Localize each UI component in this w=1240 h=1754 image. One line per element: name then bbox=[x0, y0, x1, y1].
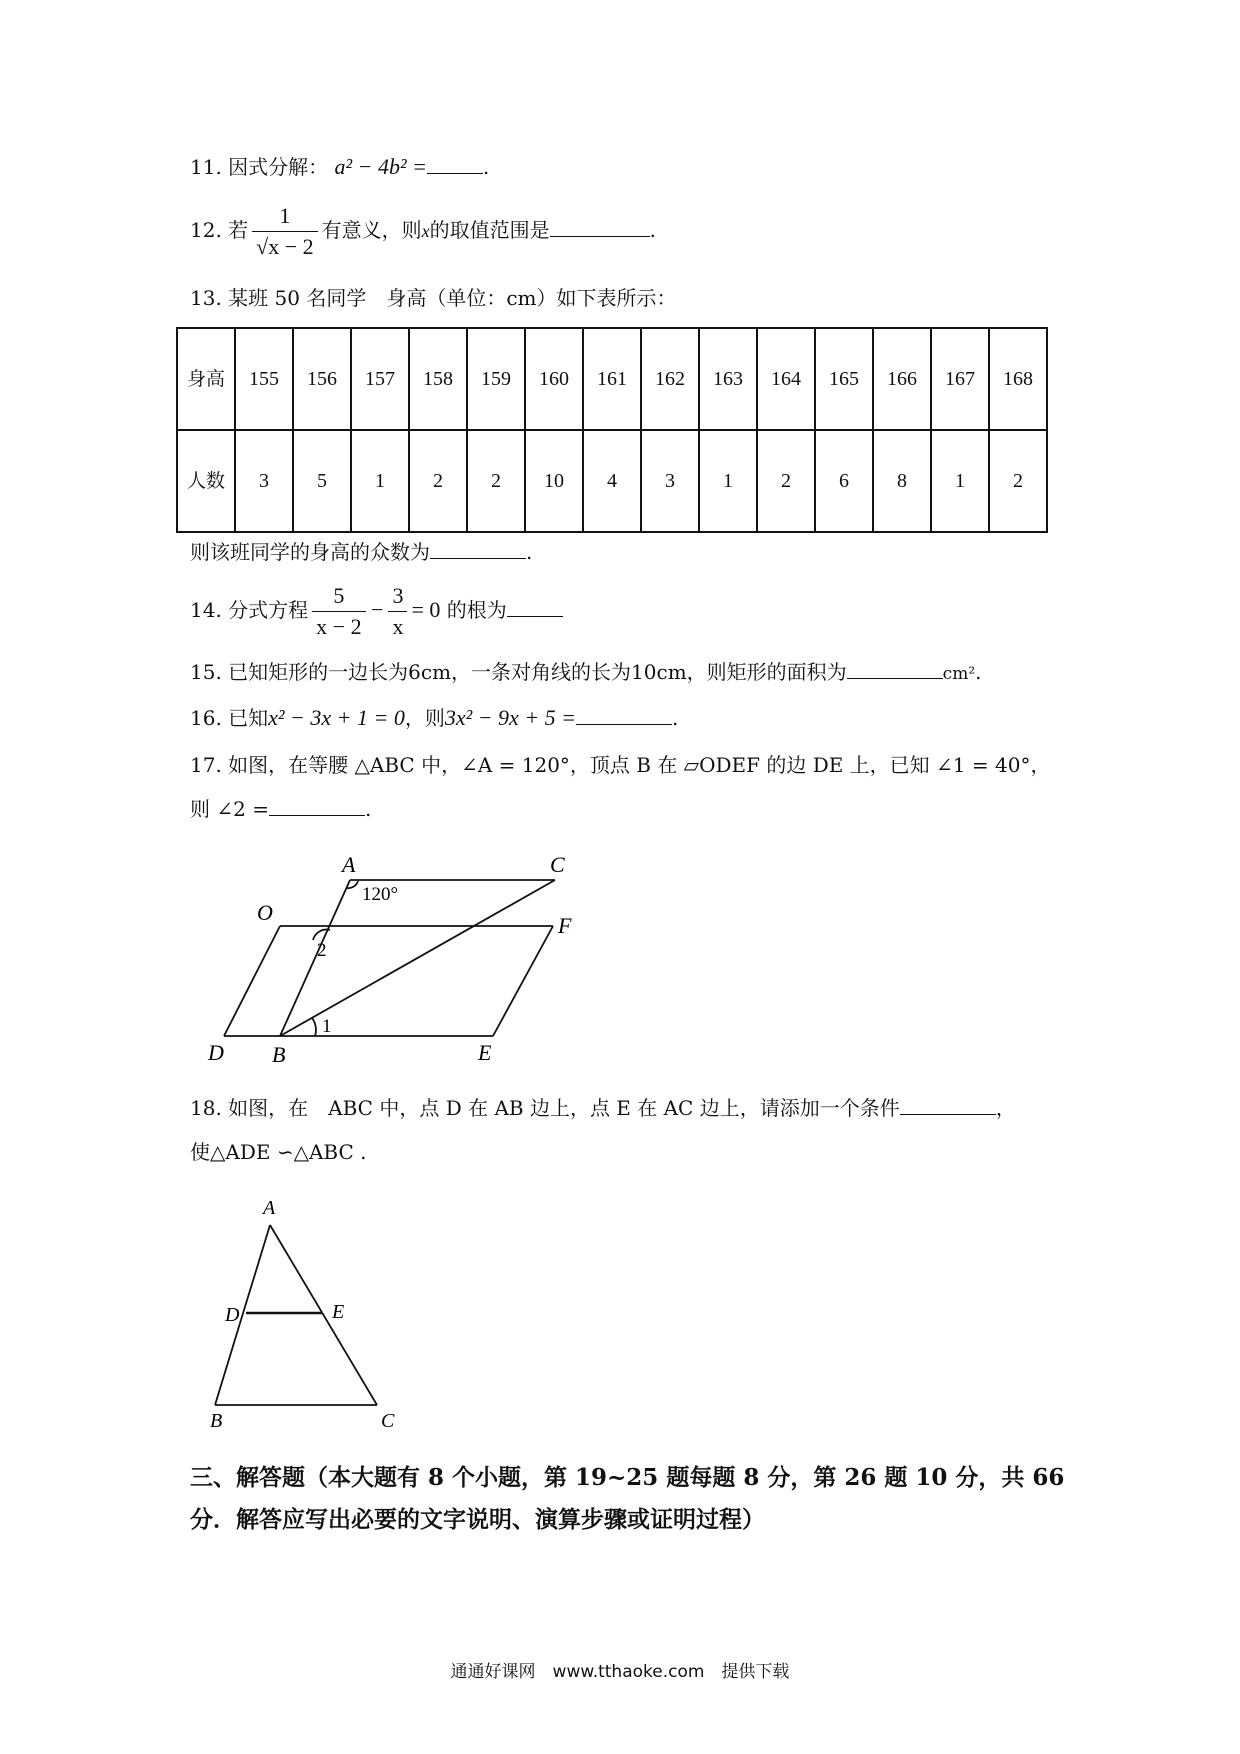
q12-frac-numerator: 1 bbox=[252, 203, 317, 232]
q15-unit: cm² bbox=[942, 664, 976, 684]
q18-line1-end: ， bbox=[995, 1096, 1016, 1120]
row-header-counts: 人数 bbox=[177, 430, 235, 532]
table-cell: 157 bbox=[351, 328, 409, 430]
label-e: E bbox=[478, 1040, 492, 1065]
q11-prefix: 11. 因式分解： bbox=[190, 155, 329, 179]
q14-answer-blank bbox=[507, 598, 563, 617]
table-cell: 10 bbox=[525, 430, 583, 532]
question-13-intro: 13. 某班 50 名同学 身高（单位：cm）如下表所示： bbox=[190, 286, 677, 310]
q14-fraction-2 bbox=[388, 583, 407, 640]
table-row-heights bbox=[177, 328, 1047, 430]
table-cell: 4 bbox=[583, 430, 641, 532]
label-d: D bbox=[208, 1040, 224, 1065]
q15-answer-blank bbox=[847, 660, 943, 679]
table-cell: 168 bbox=[989, 328, 1047, 430]
label-o: O bbox=[257, 900, 273, 925]
q14-fraction-1 bbox=[312, 583, 365, 640]
table-cell: 155 bbox=[235, 328, 293, 430]
label-angle-a: 120° bbox=[362, 884, 399, 905]
table-cell: 5 bbox=[293, 430, 351, 532]
label-e: E bbox=[332, 1301, 345, 1323]
table-cell: 164 bbox=[757, 328, 815, 430]
label-f: F bbox=[558, 913, 572, 938]
q13-end: . bbox=[526, 540, 533, 564]
q16-expression-2: 3x² − 9x + 5 = bbox=[444, 705, 577, 730]
label-c: C bbox=[381, 1410, 395, 1430]
label-b: B bbox=[210, 1410, 223, 1430]
table-cell: 1 bbox=[351, 430, 409, 532]
angle-1-arc bbox=[312, 1018, 316, 1036]
question-14 bbox=[190, 580, 563, 640]
table-cell: 2 bbox=[467, 430, 525, 532]
q16-prefix: 16. 已知 bbox=[190, 706, 269, 730]
table-cell: 2 bbox=[757, 430, 815, 532]
q12-mid: 有意义，则 bbox=[321, 218, 422, 242]
question-11 bbox=[190, 153, 489, 181]
table-row-counts bbox=[177, 430, 1047, 532]
q17-end: . bbox=[364, 797, 372, 821]
q15-end: . bbox=[975, 660, 982, 684]
q18-line1: 18. 如图，在 ABC 中，点 D 在 AB 边上，点 E 在 AC 边上，请添加一个条件 bbox=[190, 1096, 900, 1120]
label-b: B bbox=[272, 1042, 286, 1067]
q13-after: 则该班同学的身高的众数为 bbox=[190, 540, 430, 564]
table-cell: 158 bbox=[409, 328, 467, 430]
question-13-followup bbox=[190, 538, 532, 566]
q14-frac1-numerator: 5 bbox=[312, 583, 365, 612]
q17-figure-parallelogram bbox=[200, 850, 600, 1070]
question-17-line2 bbox=[190, 795, 371, 823]
segment-ac bbox=[270, 1225, 377, 1405]
table-cell: 167 bbox=[931, 328, 989, 430]
q14-frac1-denominator: x − 2 bbox=[316, 614, 362, 639]
q14-equals: = 0 bbox=[411, 597, 441, 622]
q11-suffix: . bbox=[482, 155, 490, 179]
segment-fe bbox=[493, 926, 553, 1036]
table-cell: 1 bbox=[931, 430, 989, 532]
q13-answer-blank bbox=[430, 540, 526, 559]
label-angle-1: 1 bbox=[322, 1016, 332, 1037]
q14-suffix: 的根为 bbox=[446, 598, 507, 622]
question-12 bbox=[190, 200, 656, 261]
table-cell: 3 bbox=[235, 430, 293, 532]
height-table bbox=[176, 327, 1048, 533]
q14-prefix: 14. 分式方程 bbox=[190, 598, 309, 622]
table-cell: 1 bbox=[699, 430, 757, 532]
table-cell: 165 bbox=[815, 328, 873, 430]
q11-expression: a² − 4b² = bbox=[334, 154, 427, 179]
q12-end: . bbox=[649, 218, 657, 242]
q17-answer-blank bbox=[269, 797, 365, 816]
row-header-heights: 身高 bbox=[177, 328, 235, 430]
label-d: D bbox=[225, 1304, 240, 1326]
q18-answer-blank bbox=[900, 1096, 996, 1115]
question-15 bbox=[190, 658, 982, 688]
table-cell: 161 bbox=[583, 328, 641, 430]
label-angle-2: 2 bbox=[317, 940, 327, 961]
table-cell: 156 bbox=[293, 328, 351, 430]
table-cell: 166 bbox=[873, 328, 931, 430]
segment-ab bbox=[215, 1225, 270, 1405]
table-cell: 2 bbox=[409, 430, 467, 532]
table-cell: 159 bbox=[467, 328, 525, 430]
q12-answer-blank bbox=[550, 218, 650, 237]
table-cell: 163 bbox=[699, 328, 757, 430]
q14-frac2-numerator: 3 bbox=[388, 583, 407, 612]
question-17-line1: 17. 如图，在等腰 △ABC 中，∠A = 120°，顶点 B 在 ▱ODEF 的边 DE 上，已知 ∠1 = 40°， bbox=[190, 753, 1051, 777]
label-c: C bbox=[550, 852, 565, 877]
segment-ab bbox=[280, 880, 350, 1036]
label-a: A bbox=[263, 1197, 276, 1219]
q18-figure-triangle bbox=[205, 1190, 425, 1430]
question-18-line2: 使△ADE ∽△ABC . bbox=[190, 1140, 367, 1164]
page-footer: 通通好课网 www.tthaoke.com 提供下载 bbox=[450, 1662, 790, 1682]
table-cell: 160 bbox=[525, 328, 583, 430]
q12-suffix-text: 的取值范围是 bbox=[429, 218, 550, 242]
table-cell: 8 bbox=[873, 430, 931, 532]
q16-mid: ，则 bbox=[404, 706, 445, 730]
label-a: A bbox=[342, 852, 356, 877]
table-cell: 3 bbox=[641, 430, 699, 532]
q11-answer-blank bbox=[427, 155, 483, 174]
section-3-heading: 三、解答题（本大题有 8 个小题，第 19~25 题每题 8 分，第 26 题 10 分，共 66 分．解答应写出必要的文字说明、演算步骤或证明过程） bbox=[190, 1464, 1065, 1533]
q12-prefix: 12. 若 bbox=[190, 218, 249, 242]
segment-do bbox=[224, 926, 280, 1036]
q17-line2-prefix: 则 ∠2 = bbox=[190, 797, 269, 821]
q16-end: . bbox=[672, 706, 679, 730]
table-cell: 2 bbox=[989, 430, 1047, 532]
q12-fraction bbox=[252, 203, 317, 260]
question-18-line1 bbox=[190, 1094, 1016, 1122]
q15-text: 15. 已知矩形的一边长为6cm，一条对角线的长为10cm，则矩形的面积为 bbox=[190, 660, 847, 684]
q12-frac-denominator: √x − 2 bbox=[256, 234, 314, 259]
q14-frac2-denominator: x bbox=[392, 614, 404, 639]
q12-variable: x bbox=[421, 221, 430, 241]
table-cell: 162 bbox=[641, 328, 699, 430]
q16-expression-1: x² − 3x + 1 = 0 bbox=[268, 705, 405, 730]
table-cell: 6 bbox=[815, 430, 873, 532]
q16-answer-blank bbox=[576, 706, 672, 725]
question-16 bbox=[190, 704, 678, 732]
q14-minus: − bbox=[369, 597, 385, 622]
